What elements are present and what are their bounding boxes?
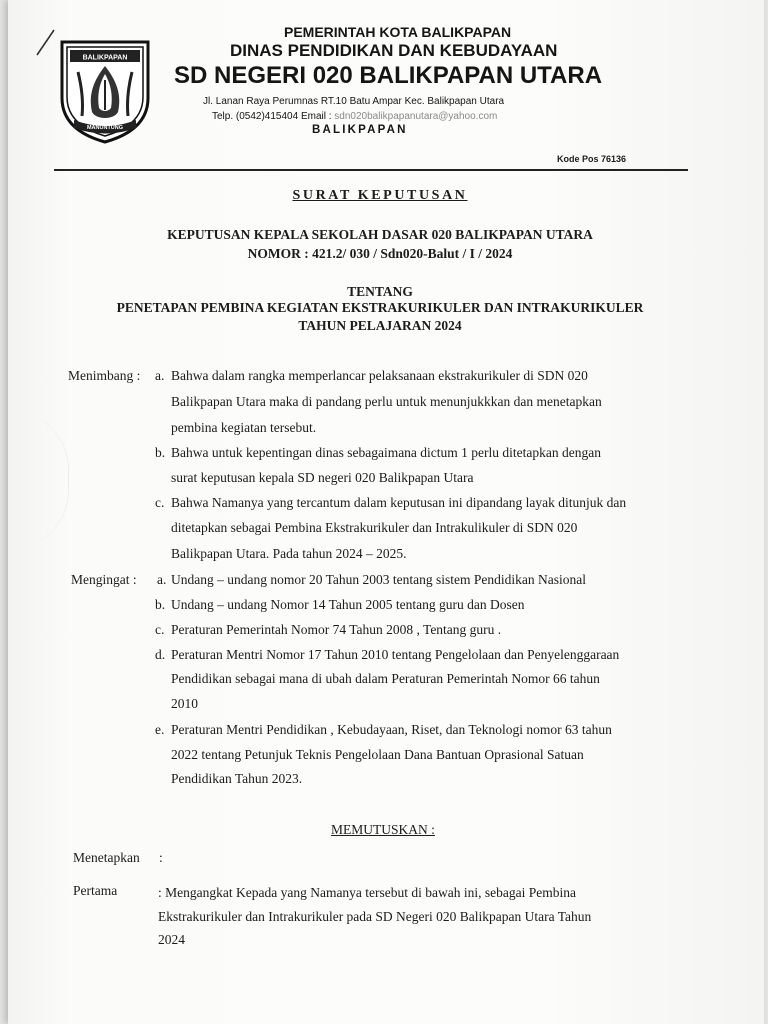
memutuskan-heading: MEMUTUSKAN : bbox=[331, 822, 435, 837]
pertama-line: 2024 bbox=[158, 932, 185, 947]
menimbang-marker-c: c. bbox=[155, 495, 165, 510]
mengingat-marker-c: c. bbox=[155, 622, 165, 637]
mengingat-b-line: Undang – undang Nomor 14 Tahun 2005 tentang guru dan Dosen bbox=[171, 597, 525, 612]
menimbang-c-line: ditetapkan sebagai Pembina Ekstrakurikuler dan Intrakulikuler di SDN 020 bbox=[171, 520, 578, 535]
menimbang-c-line: Balikpapan Utara. Pada tahun 2024 – 2025. bbox=[171, 546, 407, 561]
pertama-line: : Mengangkat Kepada yang Namanya tersebut di bawah ini, sebagai Pembina bbox=[158, 885, 576, 900]
letterhead-government: PEMERINTAH KOTA BALIKPAPAN bbox=[284, 24, 512, 40]
mengingat-marker-b: b. bbox=[155, 597, 166, 612]
postal-code: Kode Pos 76136 bbox=[557, 154, 627, 164]
mengingat-a-line: Undang – undang nomor 20 Tahun 2003 tentang sistem Pendidikan Nasional bbox=[171, 572, 586, 587]
mengingat-d-line: Pendidikan sebagai mana di ubah dalam Peraturan Pemerintah Nomor 66 tahun bbox=[171, 671, 600, 686]
mengingat-d-line: 2010 bbox=[171, 696, 198, 711]
menimbang-marker-a: a. bbox=[155, 368, 165, 383]
subject-line-1: PENETAPAN PEMBINA KEGIATAN EKSTRAKURIKULER DAN INTRAKURIKULER bbox=[116, 300, 644, 315]
menimbang-label: Menimbang : bbox=[68, 368, 141, 383]
menimbang-c-line: Bahwa Namanya yang tercantum dalam keputusan ini dipandang layak ditunjuk dan bbox=[171, 495, 627, 510]
mengingat-label: Mengingat : bbox=[71, 572, 137, 587]
contact-phone: Telp. (0542)415404 Email : bbox=[212, 111, 335, 122]
letterhead-school-name: SD NEGERI 020 BALIKPAPAN UTARA bbox=[174, 62, 603, 89]
pertama-label: Pertama bbox=[73, 883, 118, 898]
menetapkan-colon: : bbox=[159, 850, 163, 865]
mengingat-d-line: Peraturan Mentri Nomor 17 Tahun 2010 tentang Pengelolaan dan Penyelenggaraan bbox=[171, 647, 620, 662]
menimbang-a-line: Bahwa dalam rangka memperlancar pelaksanaan ekstrakurikuler di SDN 020 bbox=[171, 368, 588, 383]
document-page bbox=[8, 0, 764, 1024]
menetapkan-label: Menetapkan bbox=[73, 850, 140, 865]
mengingat-e-line: Peraturan Mentri Pendidikan , Kebudayaan, Riset, dan Teknologi nomor 63 tahun bbox=[171, 722, 612, 737]
letterhead-divider bbox=[54, 169, 688, 171]
mengingat-e-line: Pendidikan Tahun 2023. bbox=[171, 771, 303, 786]
decision-number: NOMOR : 421.2/ 030 / Sdn020-Balut / I / 2024 bbox=[247, 246, 513, 261]
seal-top-text: BALIKPAPAN bbox=[82, 54, 128, 62]
letterhead-department: DINAS PENDIDIKAN DAN KEBUDAYAAN bbox=[230, 41, 558, 60]
mengingat-marker-e: e. bbox=[155, 722, 165, 737]
document-type-title: SURAT KEPUTUSAN bbox=[292, 188, 468, 203]
subject-line-2: TAHUN PELAJARAN 2024 bbox=[298, 318, 462, 333]
about-heading: TENTANG bbox=[347, 284, 413, 299]
mengingat-marker-d: d. bbox=[155, 647, 166, 662]
pertama-line: Ekstrakurikuler dan Intrakurikuler pada SD Negeri 020 Balikpapan Utara Tahun bbox=[158, 909, 592, 924]
menimbang-a-line: Balikpapan Utara maka di pandang perlu untuk menunjukkkan dan menetapkan bbox=[171, 394, 602, 409]
menimbang-marker-b: b. bbox=[155, 445, 166, 460]
letterhead-address: Jl. Lanan Raya Perumnas RT.10 Batu Ampar Kec. Balikpapan Utara bbox=[203, 96, 505, 107]
letterhead-city: BALIKPAPAN bbox=[312, 124, 408, 136]
menimbang-b-line: surat keputusan kepala SD negeri 020 Balikpapan Utara bbox=[171, 470, 474, 485]
contact-email: sdn020balikpapanutara@yahoo.com bbox=[334, 111, 498, 122]
decision-title: KEPUTUSAN KEPALA SEKOLAH DASAR 020 BALIKPAPAN UTARA bbox=[167, 227, 593, 242]
mengingat-marker-a: a. bbox=[157, 572, 167, 587]
seal-bottom-text: MANUNTUNG bbox=[86, 125, 124, 131]
pen-mark bbox=[34, 28, 56, 58]
mengingat-e-line: 2022 tentang Petunjuk Teknis Pengelolaan Dana Bantuan Oprasional Satuan bbox=[171, 747, 584, 762]
mengingat-c-line: Peraturan Pemerintah Nomor 74 Tahun 2008 , Tentang guru . bbox=[171, 622, 502, 637]
menimbang-a-line: pembina kegiatan tersebut. bbox=[171, 420, 317, 435]
letterhead-contact bbox=[212, 111, 497, 122]
city-seal-logo bbox=[58, 36, 152, 144]
menimbang-b-line: Bahwa untuk kepentingan dinas sebagaimana dictum 1 perlu ditetapkan dengan bbox=[171, 445, 601, 460]
